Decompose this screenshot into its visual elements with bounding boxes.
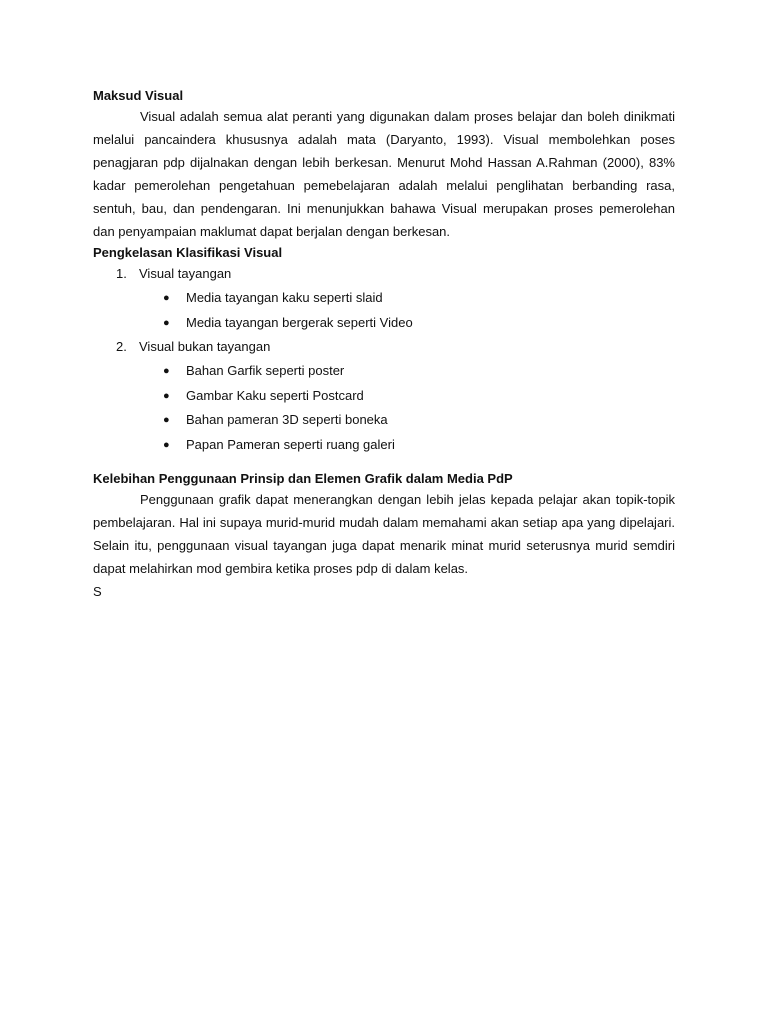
sub-list-item xyxy=(139,408,675,433)
sub-list-item-text: Media tayangan bergerak seperti Video xyxy=(186,314,413,330)
heading-pengkelasan-klasifikasi: Pengkelasan Klasifikasi Visual xyxy=(93,245,283,260)
list-item-visual-tayangan xyxy=(93,262,675,335)
classification-list xyxy=(93,262,675,457)
paragraph-kelebihan-penggunaan: Penggunaan grafik dapat menerangkan dengan lebih jelas kepada pelajar akan topik-topik pembelajaran. Hal ini supaya murid-murid mudah dalam memahami akan setiap apa yang dipelajari. Selain itu, penggunaan visual tayangan juga dapat menarik minat murid seterusnya murid semdiri dapat melahirkan mod gembira ketika proses pdp di dalam kelas. xyxy=(93,492,675,576)
bullet-icon: ● xyxy=(163,316,170,329)
list-number: 2. xyxy=(116,339,127,354)
sub-list-item-text: Bahan Garfik seperti poster xyxy=(186,363,345,378)
bullet-icon: ● xyxy=(163,414,170,426)
sub-list xyxy=(139,286,675,335)
sub-list-item-text: Papan Pameran seperti ruang galeri xyxy=(186,436,395,452)
list-item-label: Visual tayangan xyxy=(139,266,232,281)
sub-list-item-text: Gambar Kaku seperti Postcard xyxy=(186,387,364,403)
list-item-visual-bukan-tayangan xyxy=(93,335,675,457)
bullet-icon: ● xyxy=(163,389,170,402)
trailing-text: S xyxy=(93,584,102,599)
sub-list-item xyxy=(139,359,675,384)
sub-list-item xyxy=(139,311,675,336)
sub-list-item xyxy=(139,286,675,311)
list-item-label: Visual bukan tayangan xyxy=(139,339,271,354)
document-body xyxy=(93,86,675,603)
sub-list-item-text: Media tayangan kaku seperti slaid xyxy=(186,290,383,305)
sub-list-item xyxy=(139,433,675,458)
sub-list-item-text: Bahan pameran 3D seperti boneka xyxy=(186,412,388,427)
sub-list-item xyxy=(139,384,675,409)
list-number: 1. xyxy=(116,266,127,281)
heading-kelebihan-penggunaan: Kelebihan Penggunaan Prinsip dan Elemen Grafik dalam Media PdP xyxy=(93,471,513,486)
bullet-icon: ● xyxy=(163,438,170,451)
bullet-icon: ● xyxy=(163,292,170,304)
bullet-icon: ● xyxy=(163,365,170,377)
sub-list xyxy=(139,359,675,457)
paragraph-maksud-visual: Visual adalah semua alat peranti yang digunakan dalam proses belajar dan boleh dinikmati melalui pancaindera khususnya adalah mata (Daryanto, 1993). Visual membolehkan poses penagjaran pdp dijalnakan dengan lebih berkesan. Menurut Mohd Hassan A.Rahman (2000), 83% kadar pemerolehan pengetahuan pemebelajaran adalah melalui penglihatan berbanding rasa, sentuh, bau, dan pendengaran. Ini menunjukkan bahawa Visual merupakan proses pemerolehan dan penyampaian maklumat dapat berjalan dengan berkesan. xyxy=(93,109,675,239)
heading-maksud-visual: Maksud Visual xyxy=(93,88,184,103)
